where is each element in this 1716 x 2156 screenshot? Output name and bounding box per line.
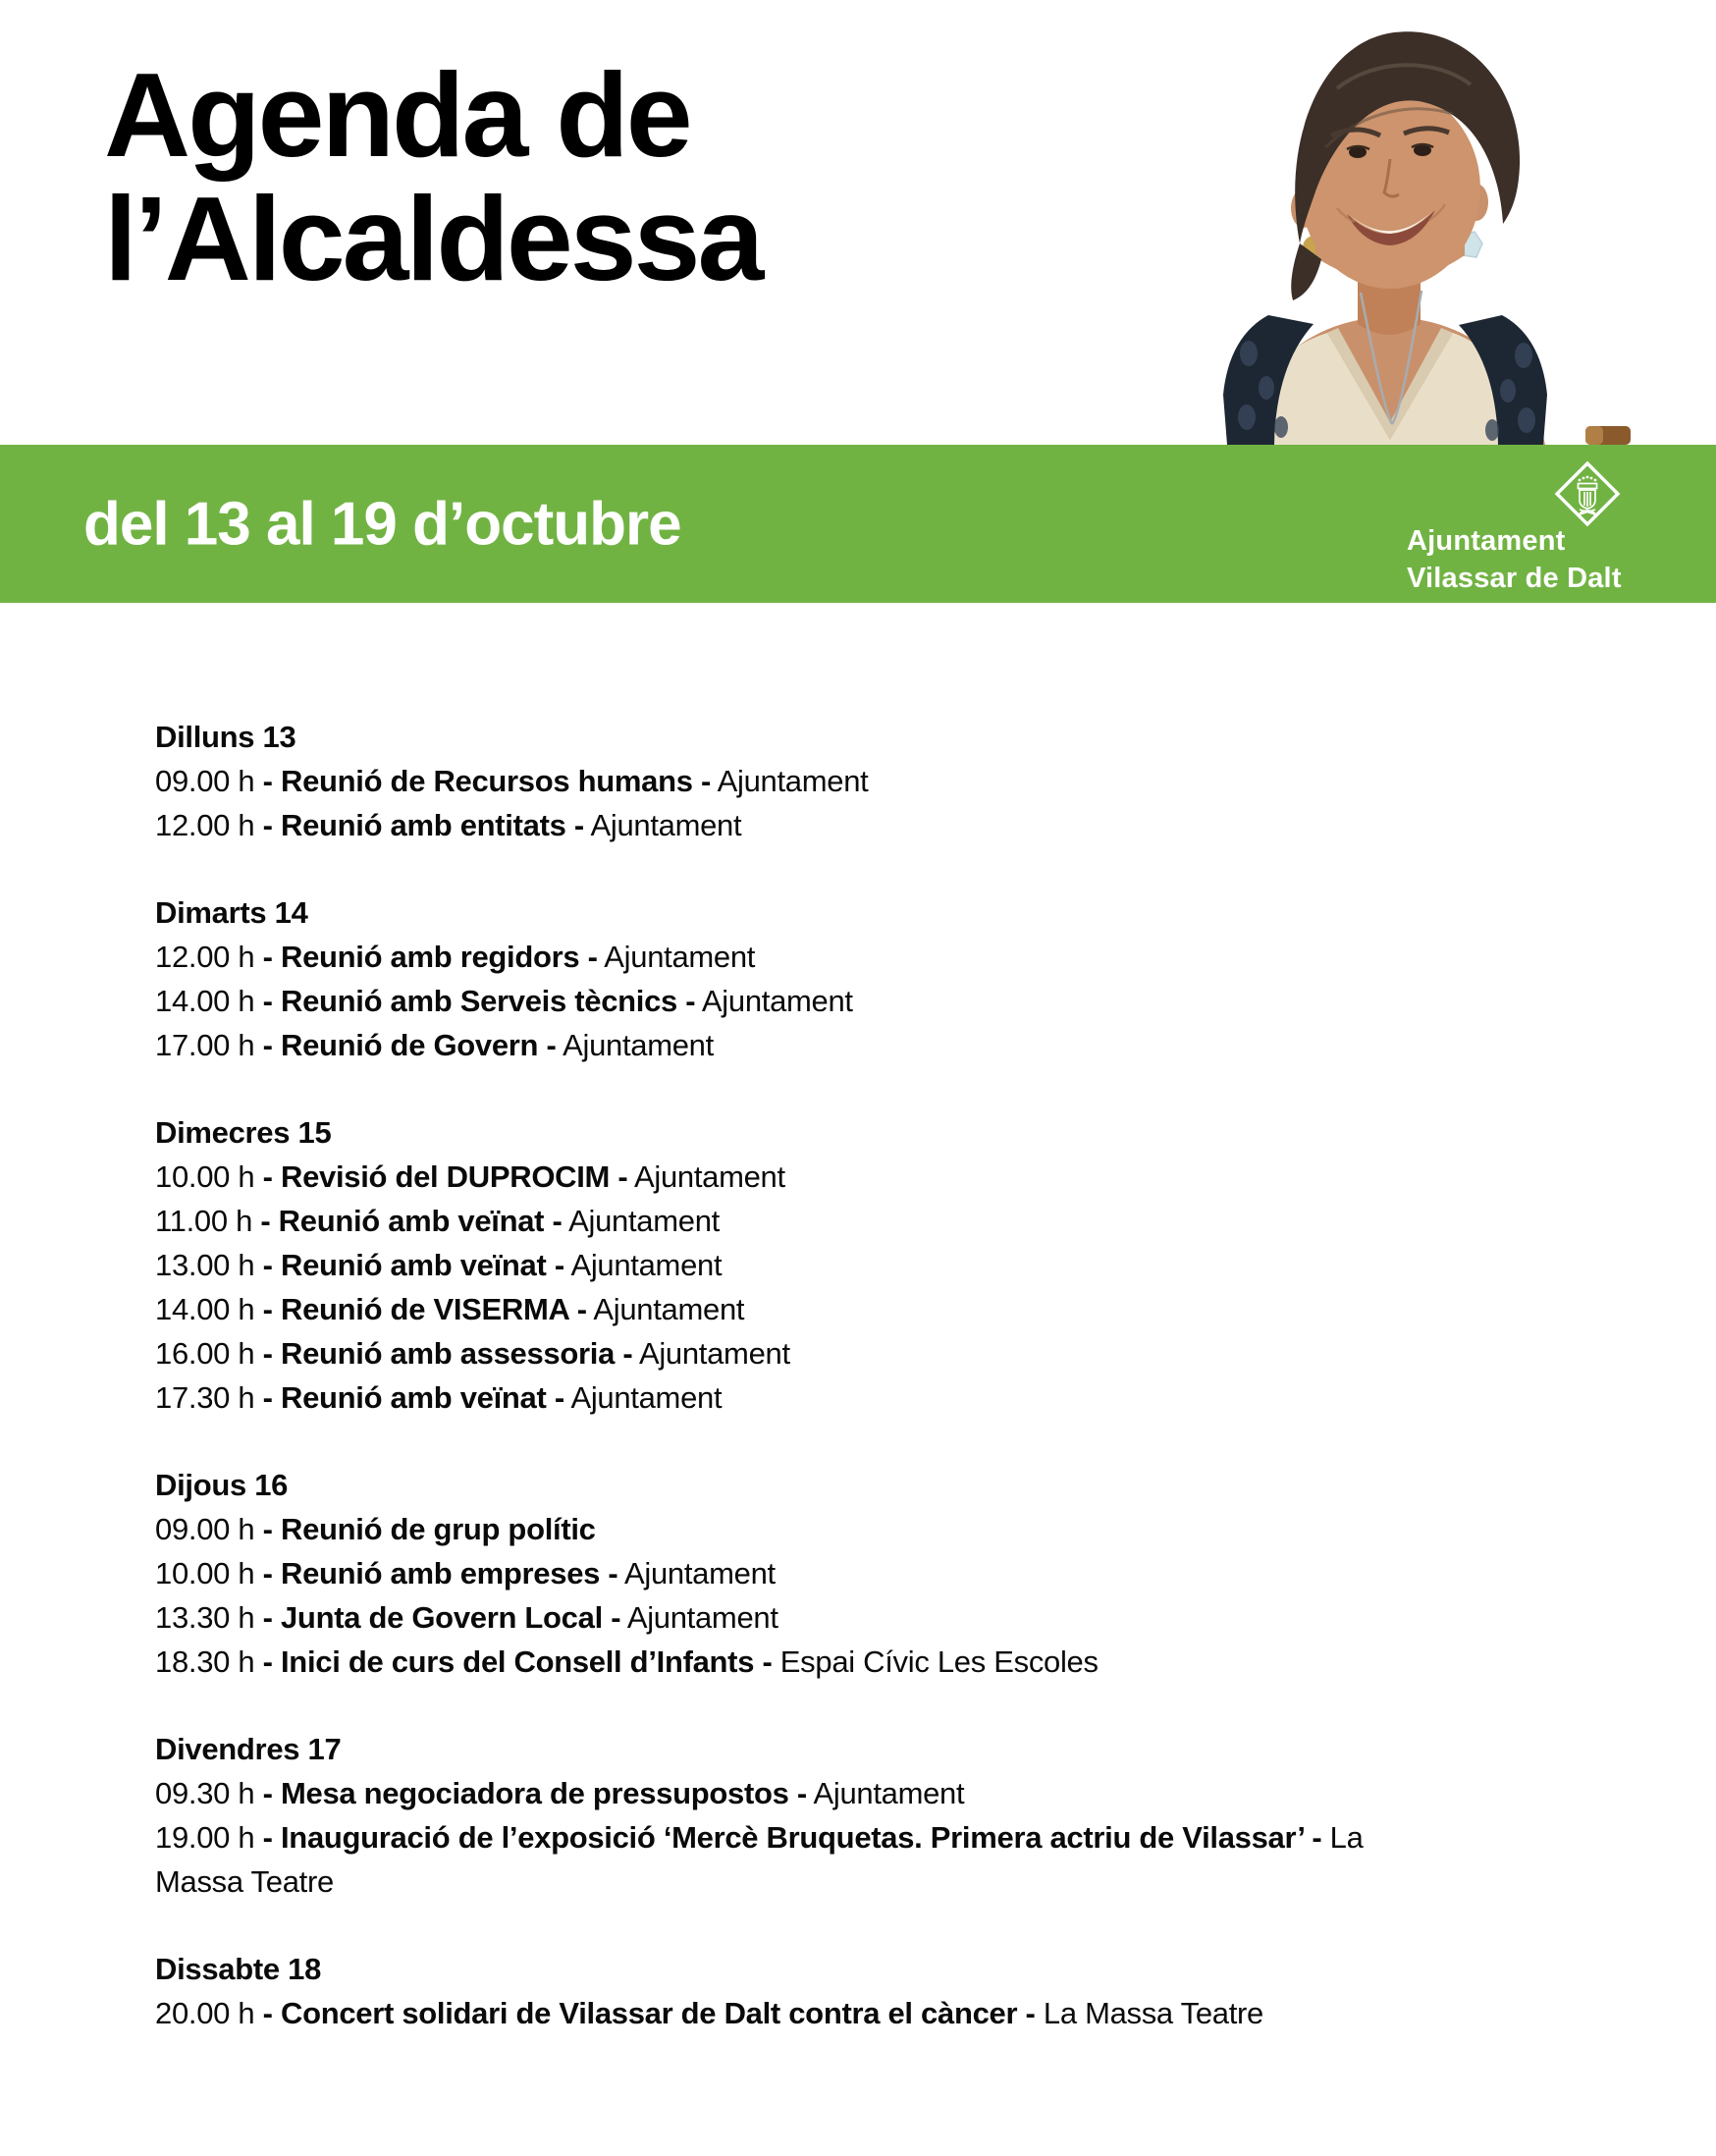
event-location: Ajuntament xyxy=(563,1380,723,1415)
event-time: 20.00 h xyxy=(155,1996,263,2030)
event-location: Ajuntament xyxy=(617,1556,776,1590)
event-time: 10.00 h xyxy=(155,1159,263,1194)
event-title: - Reunió amb veïnat - xyxy=(260,1204,563,1238)
event-line xyxy=(155,1507,1447,1551)
event-location: Ajuntament xyxy=(627,1159,785,1194)
event-location: Ajuntament xyxy=(632,1336,790,1371)
logo-name xyxy=(1407,522,1622,597)
event-location: La Massa Teatre xyxy=(1035,1996,1263,2030)
event-title: - Reunió amb assessoria - xyxy=(262,1336,633,1371)
event-location: Ajuntament xyxy=(711,764,869,798)
day-section xyxy=(155,1110,1447,1420)
page-title xyxy=(104,48,762,305)
event-line xyxy=(155,1023,1447,1067)
event-location: Ajuntament xyxy=(556,1028,714,1062)
event-location: Ajuntament xyxy=(597,940,756,974)
event-line xyxy=(155,1595,1447,1640)
event-line xyxy=(155,803,1447,847)
event-time: 10.00 h xyxy=(155,1556,263,1590)
day-heading: Dijous 16 xyxy=(155,1468,289,1502)
day-section xyxy=(155,1463,1447,1684)
date-banner xyxy=(0,445,1716,603)
event-location: La Massa Teatre xyxy=(155,1820,1364,1899)
event-time: 14.00 h xyxy=(155,1292,263,1326)
event-line xyxy=(155,1243,1447,1287)
event-title: - Mesa negociadora de pressupostos - xyxy=(262,1776,807,1810)
municipality-logo xyxy=(1404,445,1639,603)
event-location: Ajuntament xyxy=(583,808,742,842)
event-line xyxy=(155,1199,1447,1243)
logo-name-line2: Vilassar de Dalt xyxy=(1407,563,1622,594)
event-line xyxy=(155,1551,1447,1595)
day-heading: Dimecres 15 xyxy=(155,1115,332,1150)
event-line xyxy=(155,1375,1447,1420)
page-title-line2: l’Alcaldessa xyxy=(104,172,762,305)
event-title: - Reunió de VISERMA - xyxy=(262,1292,587,1326)
event-line xyxy=(155,1640,1447,1684)
day-section xyxy=(155,1947,1447,2035)
event-title: - Concert solidari de Vilassar de Dalt contra el càncer - xyxy=(262,1996,1036,2030)
event-title: - Inauguració de l’exposició ‘Mercè Bruquetas. Primera actriu de Vilassar’ - xyxy=(262,1820,1322,1855)
day-heading: Divendres 17 xyxy=(155,1732,342,1766)
event-line xyxy=(155,1991,1447,2035)
event-line xyxy=(155,1815,1447,1904)
event-time: 12.00 h xyxy=(155,940,263,974)
day-heading: Dilluns 13 xyxy=(155,720,296,754)
event-line xyxy=(155,1331,1447,1375)
event-location: Ajuntament xyxy=(620,1600,778,1635)
event-location: Ajuntament xyxy=(563,1248,723,1282)
event-title: - Reunió amb empreses - xyxy=(262,1556,618,1590)
day-section xyxy=(155,890,1447,1067)
event-line xyxy=(155,1771,1447,1815)
event-title: - Revisió del DUPROCIM - xyxy=(262,1159,628,1194)
event-line xyxy=(155,979,1447,1023)
event-title: - Junta de Govern Local - xyxy=(262,1600,621,1635)
day-section xyxy=(155,715,1447,847)
event-location: Ajuntament xyxy=(586,1292,745,1326)
day-heading: Dimarts 14 xyxy=(155,895,308,930)
event-location: Ajuntament xyxy=(806,1776,965,1810)
event-time: 14.00 h xyxy=(155,984,263,1018)
event-time: 19.00 h xyxy=(155,1820,263,1855)
event-line xyxy=(155,759,1447,803)
day-heading: Dissabte 18 xyxy=(155,1952,322,1986)
event-line xyxy=(155,935,1447,979)
event-title: - Reunió amb veïnat - xyxy=(262,1248,564,1282)
event-title: - Reunió amb regidors - xyxy=(262,940,598,974)
event-line xyxy=(155,1155,1447,1199)
event-location: Ajuntament xyxy=(695,984,853,1018)
mayor-portrait-illustration xyxy=(1080,0,1716,445)
event-time: 13.00 h xyxy=(155,1248,263,1282)
event-time: 09.30 h xyxy=(155,1776,263,1810)
event-time: 09.00 h xyxy=(155,764,263,798)
event-time: 11.00 h xyxy=(155,1204,261,1238)
agenda xyxy=(155,715,1447,2078)
event-title: - Reunió amb entitats - xyxy=(262,808,584,842)
event-title: - Inici de curs del Consell d’Infants - xyxy=(262,1644,773,1679)
banner-date-range: del 13 al 19 d’octubre xyxy=(83,490,681,558)
event-location: Espai Cívic Les Escoles xyxy=(772,1644,1099,1679)
event-title: - Reunió amb veïnat - xyxy=(262,1380,564,1415)
event-time: 16.00 h xyxy=(155,1336,263,1371)
event-title: - Reunió amb Serveis tècnics - xyxy=(262,984,696,1018)
logo-name-line1: Ajuntament xyxy=(1407,525,1566,557)
event-time: 17.00 h xyxy=(155,1028,263,1062)
event-time: 18.30 h xyxy=(155,1644,263,1679)
event-title: - Reunió de Recursos humans - xyxy=(262,764,712,798)
event-time: 13.30 h xyxy=(155,1600,263,1635)
event-time: 09.00 h xyxy=(155,1512,263,1546)
mayor-photo xyxy=(1080,0,1716,445)
event-time: 12.00 h xyxy=(155,808,263,842)
event-line xyxy=(155,1287,1447,1331)
event-title: - Reunió de grup polític xyxy=(262,1512,596,1546)
event-title: - Reunió de Govern - xyxy=(262,1028,557,1062)
page-title-line1: Agenda de xyxy=(104,48,690,182)
day-section xyxy=(155,1727,1447,1904)
event-location: Ajuntament xyxy=(562,1204,720,1238)
event-time: 17.30 h xyxy=(155,1380,263,1415)
